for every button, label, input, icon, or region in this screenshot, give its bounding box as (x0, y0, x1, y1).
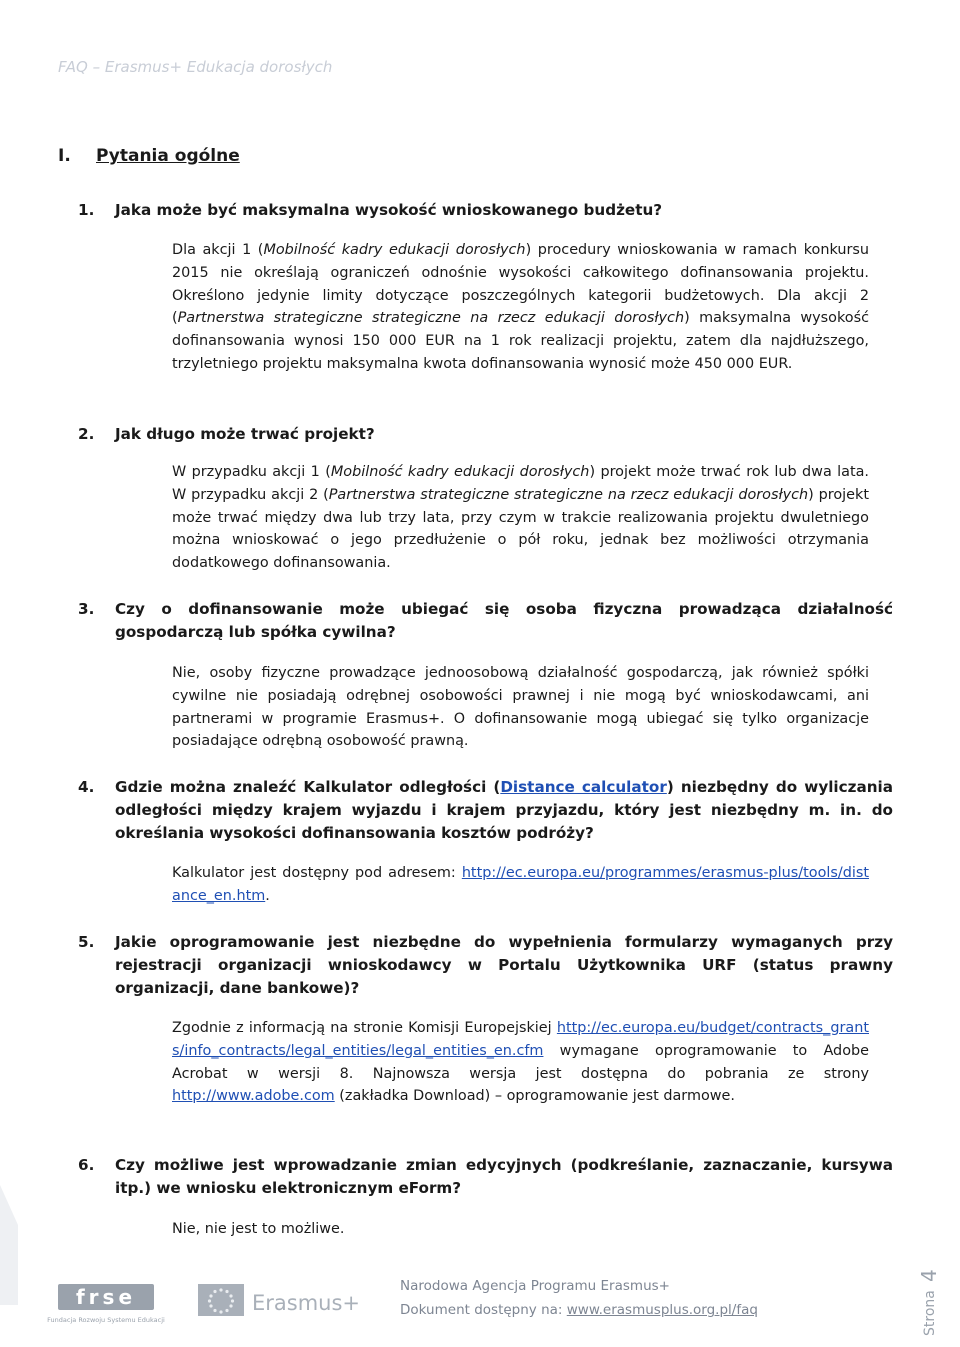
svg-text:Fundacja Rozwoju Systemu Eduka: Fundacja Rozwoju Systemu Edukacji (47, 1316, 165, 1324)
section-heading: Pytania ogólne (96, 146, 240, 166)
faq-link[interactable]: www.erasmusplus.org.pl/faq (566, 1302, 758, 1318)
question-number: 1. (78, 201, 95, 219)
question-3 (78, 598, 893, 644)
answer-1: Dla akcji 1 (Mobilność kadry edukacji dorosłych) procedury wnioskowania w ramach konkursu 2015 nie określają ograniczeń odnośnie wysokości całkowitego dofinansowania projektu. Określono jedynie limity dotyczące poszczególnych kategorii budżetowych. Dla akcji 2 (Partnerstwa strategiczne strategiczne na rzecz edukacji dorosłych) maksymalna wysokość dofinansowania wynosi 150 000 EUR na 1 rok realizacji projektu, zatem dla najdłuższego, trzyletniego projektu maksymalna kwota dofinansowania wynosić może 450 000 EUR. (172, 242, 870, 372)
svg-text:Erasmus+: Erasmus+ (252, 1291, 361, 1315)
page-label: Strona (922, 1290, 938, 1336)
decorative-corner-shape (0, 1185, 18, 1305)
page-number-tag (914, 1262, 944, 1342)
page-header: FAQ – Erasmus+ Edukacja dorosłych (58, 58, 333, 76)
section-title (58, 146, 240, 166)
question-text: Jak długo może trwać projekt? (115, 425, 375, 443)
question-number: 2. (78, 425, 95, 443)
erasmus-plus-logo (198, 1284, 378, 1318)
answer-5: Zgodnie z informacją na stronie Komisji Europejskiej http://ec.europa.eu/budget/contracts_grants/info_contracts/legal_entities/legal_entities_en.cfm wymagane oprogramowanie to Adobe Acrobat w wersji 8. Najnowsza wersja jest dostępna do pobrania ze strony http://www.adobe.com (zakładka Download) – oprogramowanie jest darmowe. (172, 1020, 869, 1105)
question-text: Czy o dofinansowanie może ubiegać się osoba fizyczna prowadząca działalność gospodarczą lub spółka cywilna? (115, 600, 893, 641)
question-6 (78, 1154, 893, 1200)
distance-calculator-link[interactable]: Distance calculator (500, 778, 667, 796)
question-text: Czy możliwe jest wprowadzanie zmian edycyjnych (podkreślanie, zaznaczanie, kursywa itp.) we wniosku elektronicznym eForm? (115, 1156, 893, 1197)
question-text: Jakie oprogramowanie jest niezbędne do wypełnienia formularzy wymaganych przy rejestracji organizacji wnioskodawcy w Portalu Użytkownika URF (status prawny organizacji, dane bankowe)? (115, 933, 893, 997)
page-number: 4 (917, 1269, 941, 1282)
answer-2: W przypadku akcji 1 (Mobilność kadry edukacji dorosłych) projekt może trwać rok lub dwa lata. W przypadku akcji 2 (Partnerstwa strategiczne strategiczne na rzecz edukacji dorosłych) projekt może trwać między dwa lub trzy lata, przy czym w trakcie realizowania projektu dwuletniego można wnioskować o jego przedłużenie o pół roku, jednak bez możliwości otrzymania dodatkowego dofinansowania. (172, 464, 870, 572)
footer-agency: Narodowa Agencja Programu Erasmus+ (400, 1278, 670, 1294)
section-number: I. (58, 146, 71, 166)
question-number: 5. (78, 933, 95, 951)
footer-document: Dokument dostępny na: www.erasmusplus.org.pl/faq (400, 1302, 758, 1318)
ec-legal-entities-link[interactable]: http://ec.europa.eu/budget/contracts_grants/info_contracts/legal_entities/legal_entities_en.cfm (172, 1020, 869, 1059)
question-text: Jaka może być maksymalna wysokość wnioskowanego budżetu? (115, 201, 663, 219)
answer-3: Nie, osoby fizyczne prowadzące jednoosobową działalność gospodarczą, jak również spółki cywilne nie posiadają odrębnej osobowości prawnej i nie mogą być wnioskodawcami, ani partnerami w programie Erasmus+. O dofinansowanie mogą ubiegać się tylko organizacje posiadające odrębną osobowość prawną. (172, 665, 869, 750)
adobe-link[interactable]: http://www.adobe.com (172, 1088, 335, 1105)
question-2 (78, 423, 893, 446)
question-5 (78, 931, 893, 1000)
question-number: 6. (78, 1156, 95, 1174)
question-text: Gdzie można znaleźć Kalkulator odległości (Distance calculator) niezbędny do wyliczania odległości między krajem wyjazdu i krajem przyjazdu, który jest niezbędny m. in. do określania wysokości dofinansowania kosztów podróży? (115, 778, 893, 842)
frse-logo (47, 1282, 165, 1326)
distance-calculator-url[interactable]: http://ec.europa.eu/programmes/erasmus-plus/tools/distance_en.htm (172, 865, 869, 904)
question-4 (78, 776, 893, 845)
answer-6: Nie, nie jest to możliwe. (172, 1221, 345, 1237)
question-number: 3. (78, 600, 95, 618)
svg-text:frse: frse (75, 1285, 137, 1309)
question-1 (78, 199, 893, 222)
answer-4: Kalkulator jest dostępny pod adresem: http://ec.europa.eu/programmes/erasmus-plus/tools/distance_en.htm. (172, 865, 869, 904)
question-number: 4. (78, 778, 95, 796)
